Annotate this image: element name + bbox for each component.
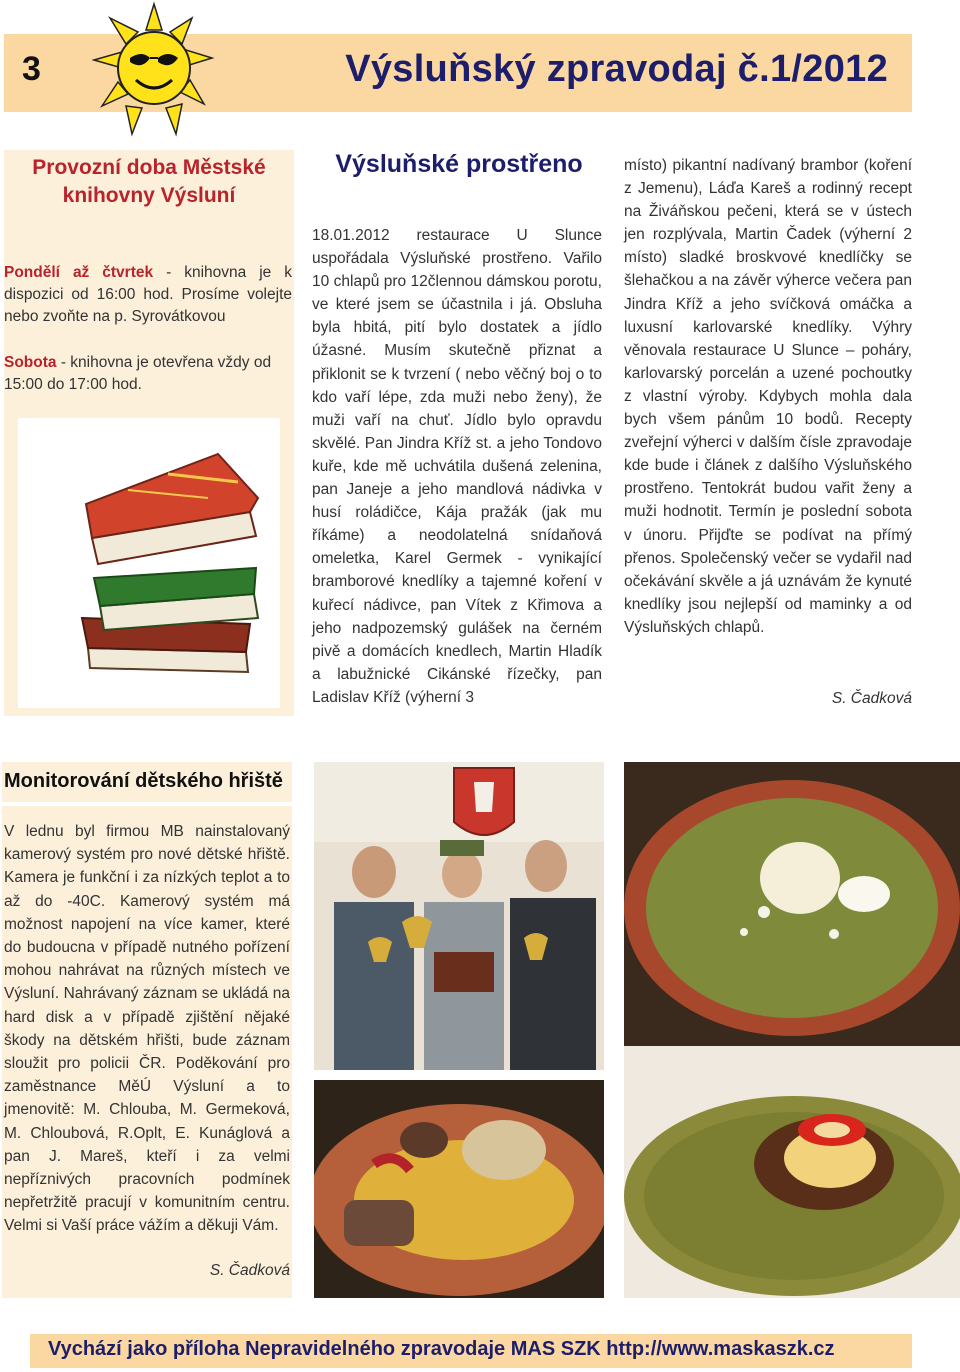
monitoring-signature: S. Čadková (209, 1262, 290, 1279)
dessert-photo (624, 762, 960, 1046)
article-signature: S. Čadková (831, 690, 912, 707)
monitoring-text: V lednu byl firmou MB nainstalovaný kamerový systém pro nové dětské hřiště. Kamera je funkční i za nízkých teplot a to až do -40C. Kamerový systém má možnost napojení na více kamer, které do budoucna v případě nutného pořízení mohou nahrávat na různých místech ve Výsluní. Nahrávaný záznam se ukládá na hard disk a v případě zjištění nějaké škody na dětském hřišti, bude záznam sloužit pro policii ČR. Poděkování pro zaměstnance MěÚ Výsluní a to jmenovitě: M. Chlouba, M. Germeková, M. Chloubová, R.Oplt, E. Kunáglová a pan J. Mareš, kteří i za velmi nepříznivých pracovních podmínek nepřetržitě pracují v komunitním centru. Velmi si Vaší práce vážím a děkuji Vám. (4, 823, 290, 1235)
article-right-column (624, 154, 912, 719)
library-title: Provozní doba Městské knihovny Výsluní (32, 156, 266, 207)
library-saturday-text (4, 352, 292, 396)
article-column-1: 18.01.2012 restaurace U Slunce uspořádala Výsluňské prostřeno. Vařilo 10 chlapů pro 12člennou dámskou porotu, ve které jsem se účastnila i já. Obsluha byla hbitá, pití bylo dostatek a jídlo úžasné. Musím skutečně přiznat a přiklonit se k tvrzení ( nebo věčný boj o to kdo vaří lépe, zda muži nebo ženy), že muži vaří na chuť. Jídlo bylo opravdu skvělé. Pan Jindra Kříž st. a jeho Tondovo kuře, kde mě uchvátila dušená zelenina, pan Janeje a jeho mandlová nádivka v husí roládičce, Kája pražák (jak mu říkáme) a neodolatelná snídaňová omeletka, Karel Germek - vynikající bramborové knedlíky a tajemné koření v kuřecí nádivce, pan Vítek z Křimova a jeho nadpozemský gulášek na černém pivě a domácích knedlech, Martin Hladík a labužnické Cikánské řízečky, pan Ladislav Kříž (výherní 3 (312, 227, 602, 706)
masthead-title: Výsluňský zpravodaj č.1/2012 (345, 48, 888, 90)
steak-photo (624, 1046, 960, 1298)
playground-monitoring-box (2, 762, 292, 1298)
dumplings-photo (314, 1080, 604, 1298)
weekday-label: Pondělí až čtvrtek (4, 264, 154, 281)
monitoring-title: Monitorování dětského hřiště (4, 770, 283, 792)
footer-text: Vychází jako příloha Nepravidelného zpravodaje MAS SZK http://www.maskaszk.cz (48, 1338, 835, 1360)
weekday-hours: - knihovna je k dispozici od 16:00 hod. Prosíme volejte nebo zvoňte na p. Syrovátkovou (4, 264, 293, 325)
library-hours-box (4, 150, 294, 716)
article-column-2: místo) pikantní nadívaný brambor (koření z Jemenu), Láďa Kareš a rodinný recept na Živáňskou pečeni, která se v ústech jen rozplývala, Martin Čadek (výherní 2 místo) sladké broskvové knedlíčky se šlehačkou a na závěr výherce večera pan Jindra Kříž a jeho svíčková omáčka a luxusní karlovarské knedlíky. Výhry věnovala restaurace U Slunce – poháry, karlovarský porcelán a uzené pochoutky z vlastní výroby. Kdybych mohla dala bych všem pánům 10 bodů. Recepty zveřejní výherci v dalším čísle zpravodaje kde bude i článek z dalšího Výsluňského prostřeno. Tentokrát budou vařit ženy a muži hodnotit. Termín je poslední sobota v únoru. Přijďte se podívat na přímý přenos. Společenský večer se vydařil nad očekávání skvěle a já uznávám že kynuté knedlíky jsou nejlepší od maminky a od Výsluňských chlapů. (624, 157, 912, 636)
article-title: Výsluňské prostřeno (335, 150, 583, 178)
library-weekday-text (4, 262, 292, 328)
sun-logo-icon (92, 0, 216, 140)
winners-photo (314, 762, 604, 1070)
divider (2, 802, 292, 806)
page-number: 3 (22, 50, 41, 88)
saturday-hours: - knihovna je otevřena vždy od 15:00 do 17:00 hod. (4, 354, 272, 393)
books-illustration-icon (18, 418, 280, 708)
saturday-label: Sobota (4, 354, 57, 371)
